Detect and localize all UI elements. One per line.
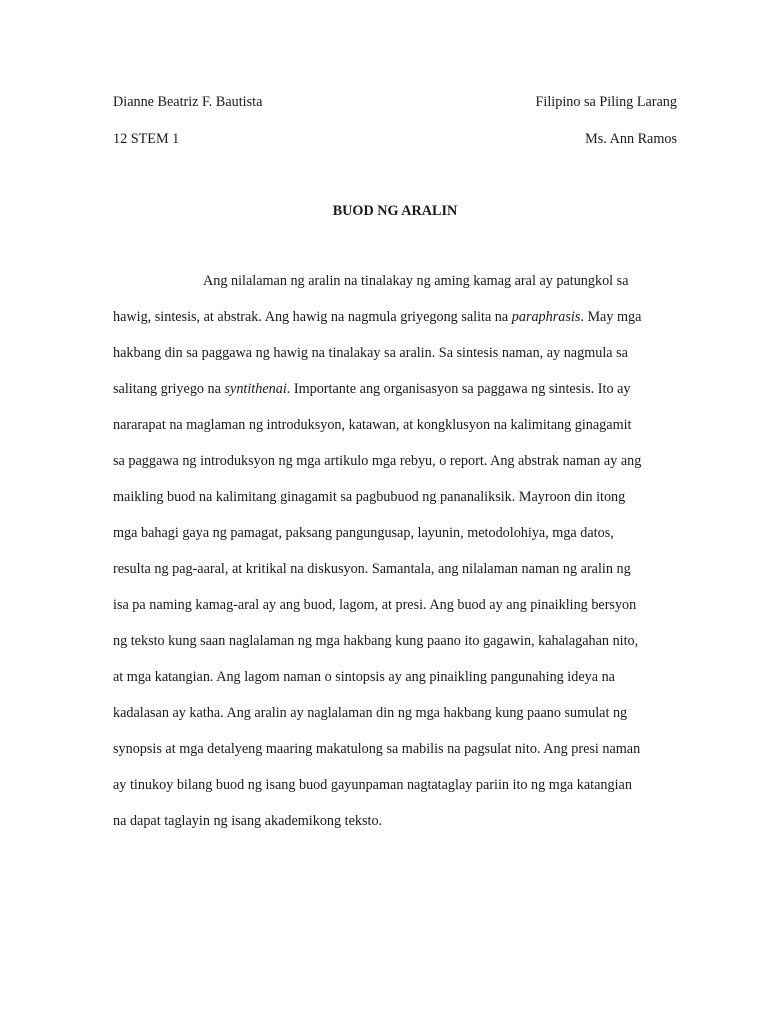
body-line (113, 307, 713, 343)
document-title: BUOD NG ARALIN (332, 203, 458, 219)
teacher-name: Ms. Ann Ramos (585, 131, 677, 147)
body-line: maikling buod na kalimitang ginagamit sa pagbubuod ng pananaliksik. Mayroon din itong (113, 489, 626, 505)
body-line: hakbang din sa paggawa ng hawig na tinalakay sa aralin. Sa sintesis naman, ay nagmula sa (113, 345, 628, 361)
body-text-run: . Importante ang organisasyon sa paggawa ng sintesis. Ito ay (286, 381, 631, 397)
body-line: isa pa naming kamag-aral ay ang buod, lagom, at presi. Ang buod ay ang pinaikling bersyon (113, 597, 637, 613)
body-line: ay tinukoy bilang buod ng isang buod gayunpaman nagtataglay pariin ito ng mga katangian (113, 777, 632, 793)
body-line: kadalasan ay katha. Ang aralin ay naglalaman din ng mga hakbang kung paano sumulat ng (113, 705, 628, 721)
section-name: 12 STEM 1 (113, 131, 180, 147)
body-line: ng teksto kung saan naglalaman ng mga hakbang kung paano ito gagawin, kahalagahan nito, (113, 633, 639, 649)
body-text-run: . May mga (580, 309, 642, 325)
body-line: sa paggawa ng introduksyon ng mga artikulo mga rebyu, o report. Ang abstrak naman ay ang (113, 453, 642, 469)
body-line: nararapat na maglaman ng introduksyon, katawan, at kongklusyon na kalimitang ginagamit (113, 417, 632, 433)
subject-name: Filipino sa Piling Larang (535, 94, 677, 110)
body-text-run: hawig, sintesis, at abstrak. Ang hawig na nagmula griyegong salita na (113, 309, 512, 325)
body-line: at mga katangian. Ang lagom naman o sintopsis ay ang pinaikling pangunahing ideya na (113, 669, 615, 685)
italic-term: syntithenai (224, 381, 287, 397)
body-line: Ang nilalaman ng aralin na tinalakay ng aming kamag aral ay patungkol sa (203, 273, 629, 289)
italic-term: paraphrasis (511, 309, 581, 325)
body-line: synopsis at mga detalyeng maaring makatulong sa mabilis na pagsulat nito. Ang presi naman (113, 741, 641, 757)
header-row-2 (113, 129, 677, 149)
body-paragraph (113, 271, 713, 847)
body-line (113, 379, 713, 415)
student-name: Dianne Beatriz F. Bautista (113, 94, 263, 110)
body-line: mga bahagi gaya ng pamagat, paksang pangungusap, layunin, metodolohiya, mga datos, (113, 525, 614, 541)
body-line: resulta ng pag-aaral, at kritikal na diskusyon. Samantala, ang nilalaman naman ng aralin ng (113, 561, 631, 577)
body-line: na dapat taglayin ng isang akademikong teksto. (113, 813, 383, 829)
body-text-run: salitang griyego na (113, 381, 225, 397)
header-row-1 (113, 92, 677, 112)
